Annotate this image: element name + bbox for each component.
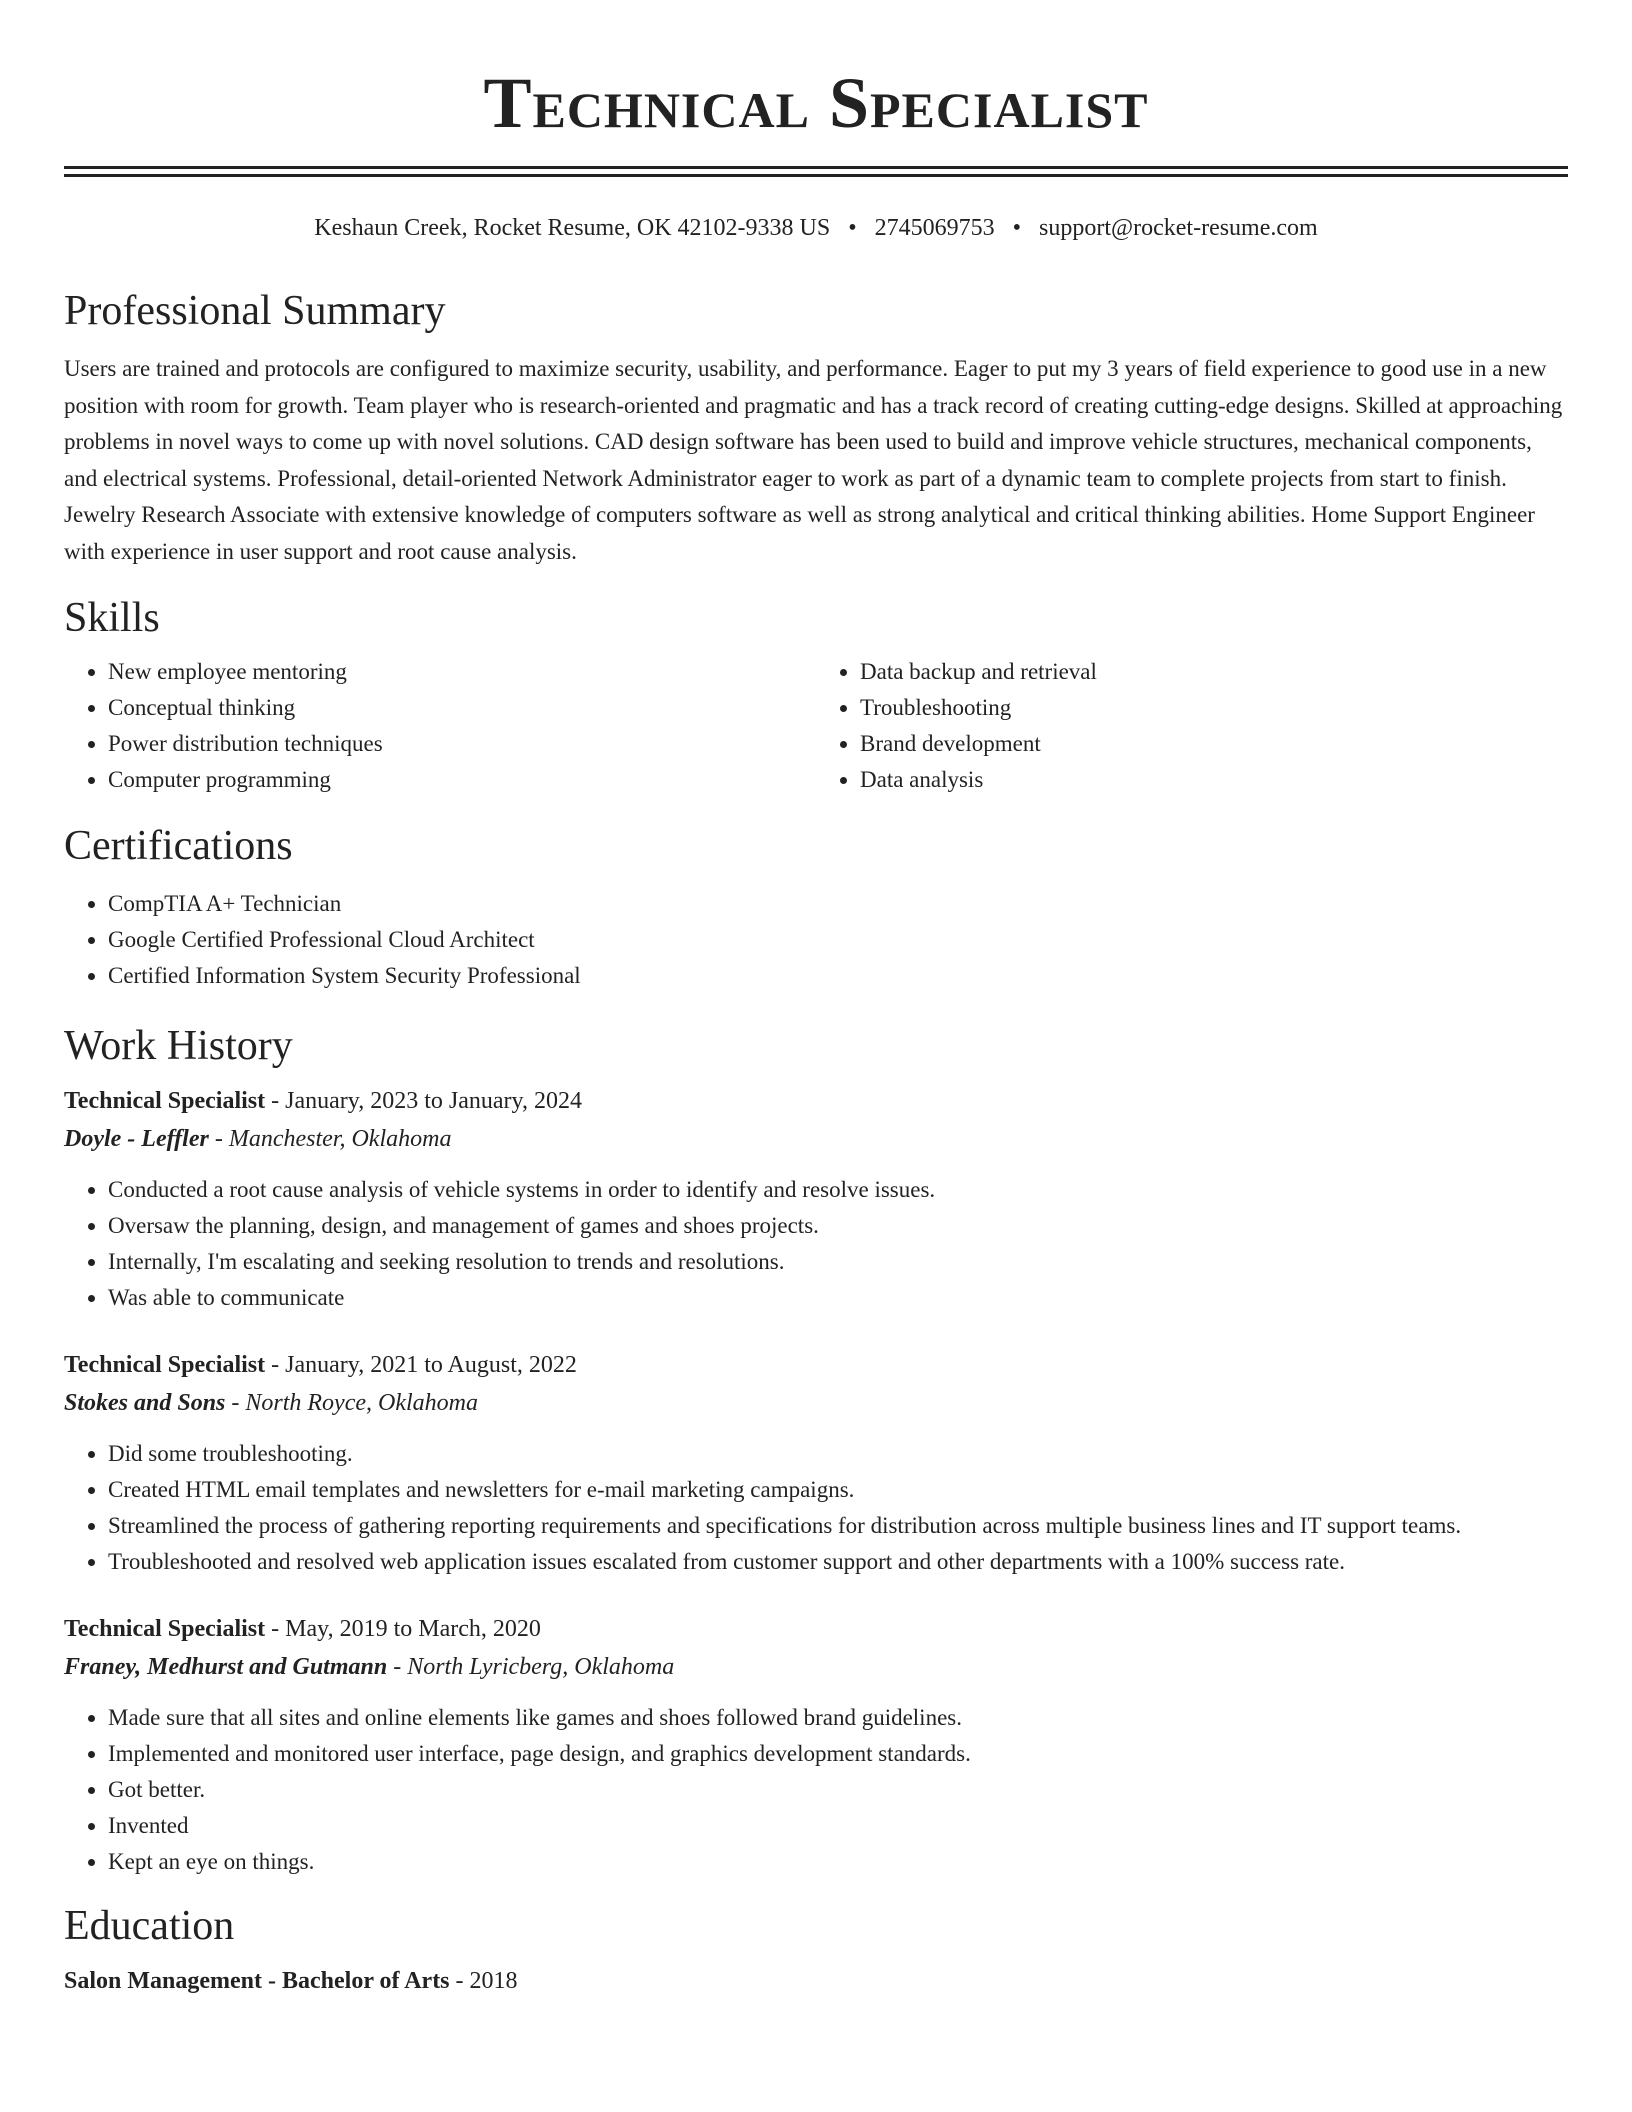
work-history-heading: Work History — [64, 1023, 293, 1069]
skill-item: • Data backup and retrieval — [860, 654, 1568, 690]
skills-heading: Skills — [64, 595, 160, 641]
job-bullet: • Invented — [108, 1808, 1568, 1844]
education-entry — [64, 1962, 1568, 2000]
job-entry — [64, 1610, 1568, 1880]
skills-list-left — [64, 654, 816, 798]
job-header — [64, 1346, 1568, 1384]
job-bullet: • Conducted a root cause analysis of vehicle systems in order to identify and resolve issues. — [108, 1172, 1568, 1208]
job-bullet: • Did some troubleshooting. — [108, 1436, 1568, 1472]
title-double-rule — [64, 166, 1568, 177]
job-bullets — [64, 1436, 1568, 1580]
certification-item: • CompTIA A+ Technician — [108, 886, 1568, 922]
job-bullet: • Internally, I'm escalating and seeking resolution to trends and resolutions. — [108, 1244, 1568, 1280]
job-entry — [64, 1346, 1568, 1580]
resume-title: Technical Specialist — [483, 63, 1149, 143]
contact-email: support@rocket-resume.com — [1039, 215, 1318, 241]
job-title: Technical Specialist — [64, 1352, 266, 1378]
education-year: - 2018 — [449, 1968, 518, 1994]
skill-item: • New employee mentoring — [108, 654, 816, 690]
skill-item: • Conceptual thinking — [108, 690, 816, 726]
job-company: Franey, Medhurst and Gutmann — [64, 1654, 388, 1680]
summary-heading: Professional Summary — [64, 288, 446, 334]
job-company: Doyle - Leffler — [64, 1126, 209, 1152]
job-dates: - January, 2021 to August, 2022 — [265, 1352, 577, 1378]
job-company: Stokes and Sons — [64, 1390, 226, 1416]
job-company-line — [64, 1120, 1568, 1158]
contact-phone: 2745069753 — [874, 215, 995, 241]
job-bullets — [64, 1700, 1568, 1880]
skill-item: • Computer programming — [108, 762, 816, 798]
skill-item: • Troubleshooting — [860, 690, 1568, 726]
contact-address: Keshaun Creek, Rocket Resume, OK 42102-9338 US — [314, 215, 831, 241]
certifications-heading: Certifications — [64, 823, 293, 869]
skill-item: • Power distribution techniques — [108, 726, 816, 762]
skill-item: • Data analysis — [860, 762, 1568, 798]
education-heading: Education — [64, 1903, 235, 1949]
job-bullet: • Got better. — [108, 1772, 1568, 1808]
job-dates: - January, 2023 to January, 2024 — [265, 1088, 582, 1114]
certification-item: • Google Certified Professional Cloud Architect — [108, 922, 1568, 958]
contact-separator: • — [848, 215, 857, 241]
job-company-line — [64, 1648, 1568, 1686]
job-location: - North Royce, Oklahoma — [225, 1390, 478, 1416]
job-bullet: • Troubleshooted and resolved web application issues escalated from customer support and other departments with a 100% success rate. — [108, 1544, 1568, 1580]
job-title: Technical Specialist — [64, 1616, 266, 1642]
job-entry — [64, 1082, 1568, 1316]
job-bullet: • Was able to communicate — [108, 1280, 1568, 1316]
skills-list-right — [816, 654, 1568, 798]
job-dates: - May, 2019 to March, 2020 — [265, 1616, 541, 1642]
job-bullet: • Oversaw the planning, design, and management of games and shoes projects. — [108, 1208, 1568, 1244]
job-bullet: • Made sure that all sites and online elements like games and shoes followed brand guidelines. — [108, 1700, 1568, 1736]
job-title: Technical Specialist — [64, 1088, 266, 1114]
certification-item: • Certified Information System Security Professional — [108, 958, 1568, 994]
job-header — [64, 1610, 1568, 1648]
certifications-list — [64, 886, 1568, 994]
job-bullet: • Implemented and monitored user interface, page design, and graphics development standards. — [108, 1736, 1568, 1772]
summary-text: Users are trained and protocols are configured to maximize security, usability, and performance. Eager to put my 3 years of field experience to good use in a new position with room for growth. Team player who is research-oriented and pragmatic and has a track record of creating cutting-edge designs. Skilled at approaching problems in novel ways to come up with novel solutions. CAD design software has been used to build and improve vehicle structures, mechanical components, and electrical systems. Professional, detail-oriented Network Administrator eager to work as part of a dynamic team to complete projects from start to finish. Jewelry Research Associate with extensive knowledge of computers software as well as strong analytical and critical thinking abilities. Home Support Engineer with experience in user support and root cause analysis. — [64, 356, 1563, 564]
contact-line — [64, 213, 1568, 243]
job-location: - North Lyricberg, Oklahoma — [387, 1654, 675, 1680]
job-bullets — [64, 1172, 1568, 1316]
job-company-line — [64, 1384, 1568, 1422]
job-bullet: • Created HTML email templates and newsletters for e-mail marketing campaigns. — [108, 1472, 1568, 1508]
skills-grid — [64, 654, 1568, 798]
education-degree: Salon Management - Bachelor of Arts — [64, 1968, 450, 1994]
skill-item: • Brand development — [860, 726, 1568, 762]
job-location: - Manchester, Oklahoma — [208, 1126, 452, 1152]
job-header — [64, 1082, 1568, 1120]
job-bullet: • Streamlined the process of gathering reporting requirements and specifications for distribution across multiple business lines and IT support teams. — [108, 1508, 1568, 1544]
contact-separator: • — [1012, 215, 1022, 241]
job-bullet: • Kept an eye on things. — [108, 1844, 1568, 1880]
